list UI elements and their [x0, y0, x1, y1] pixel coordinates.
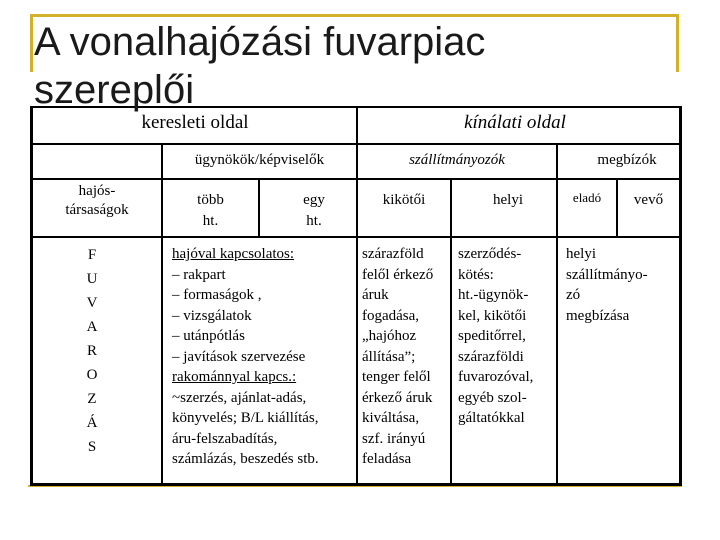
- single-label-1: egy: [303, 192, 325, 208]
- local-task-line: kel, kikötői: [458, 307, 527, 324]
- principal-task-line: helyi: [566, 246, 596, 262]
- agents-label: ügynökök/képviselők: [194, 152, 325, 168]
- port-task-line: kiváltása,: [362, 410, 420, 426]
- freight-letter: Á: [86, 415, 98, 431]
- local-label: helyi: [493, 192, 523, 208]
- freight-letter: O: [86, 367, 98, 383]
- port-task-line: állítása”;: [362, 348, 416, 365]
- port-task-line: feladása: [362, 451, 412, 467]
- principals-label: megbízók: [597, 152, 657, 168]
- agent-task-line: hajóval kapcsolatos:: [172, 246, 295, 262]
- freight-letter: U: [86, 271, 98, 287]
- several-label-1: több: [197, 192, 224, 208]
- port-task-line: áruk: [362, 287, 389, 303]
- freight-letter: Z: [87, 391, 97, 407]
- principal-task-line: megbízása: [566, 307, 630, 324]
- port-task-line: érkező áruk: [362, 389, 433, 406]
- local-task-line: szárazföldi: [458, 348, 524, 365]
- accent-line-right: [676, 14, 679, 72]
- principal-task-line: zó: [566, 287, 581, 303]
- supply-side-label: kínálati oldal: [464, 112, 566, 133]
- port-task-line: felől érkező: [362, 266, 434, 283]
- agent-task-line: könyvelés; B/L kiállítás,: [172, 410, 319, 426]
- agent-task-line: – vizsgálatok: [172, 307, 252, 324]
- agent-task-line: rakománnyal kapcs.:: [172, 369, 297, 385]
- carriers-label: szállítmányozók: [409, 152, 505, 168]
- local-task-line: fuvarozóval,: [458, 369, 534, 385]
- agent-task-line: számlázás, beszedés stb.: [172, 451, 319, 467]
- accent-line-top: [30, 14, 678, 17]
- freight-letter: S: [87, 439, 97, 455]
- slide-title-line-1: A vonalhajózási fuvarpiac: [34, 20, 486, 64]
- single-label-2: ht.: [306, 213, 322, 229]
- local-task-line: ht.-ügynök-: [458, 287, 529, 303]
- freight-letter: R: [86, 343, 97, 359]
- freight-letter: F: [87, 247, 97, 263]
- agent-task-line: – formaságok ,: [172, 287, 262, 303]
- local-task-line: kötés:: [458, 266, 494, 283]
- port-task-line: tenger felől: [362, 369, 431, 385]
- accent-line-vertical: [30, 14, 33, 72]
- seller-label: eladó: [572, 190, 602, 205]
- local-task-line: egyéb szol-: [458, 389, 527, 406]
- agent-task-line: – utánpótlás: [172, 328, 245, 344]
- agent-task-line: áru-felszabadítás,: [172, 430, 278, 447]
- agent-task-line: – javítások szervezése: [172, 348, 306, 365]
- demand-side-label: keresleti oldal: [141, 112, 249, 133]
- agent-task-line: ~szerzés, ajánlat-adás,: [172, 389, 307, 406]
- local-task-line: speditőrrel,: [458, 328, 526, 344]
- port-task-line: szárazföld: [362, 246, 424, 262]
- principal-task-line: szállítmányo-: [566, 266, 648, 283]
- port-label: kikötői: [382, 192, 426, 208]
- slide-title-line-2: szereplői: [34, 68, 195, 112]
- freight-letter: A: [86, 319, 98, 335]
- freight-letter: V: [86, 295, 98, 311]
- local-task-line: gáltatókkal: [458, 410, 525, 426]
- port-task-line: szf. irányú: [362, 430, 426, 447]
- buyer-label: vevő: [633, 192, 664, 208]
- port-task-line: fogadása,: [362, 307, 420, 324]
- local-task-line: szerződés-: [458, 246, 522, 262]
- empty-corner-cell: [32, 144, 162, 179]
- port-task-line: „hajóhoz: [362, 328, 417, 344]
- several-label-2: ht.: [202, 213, 219, 229]
- agent-task-line: – rakpart: [172, 266, 226, 283]
- shipping-companies-line-2: társaságok: [65, 202, 129, 218]
- shipping-companies-line-1: hajós-: [78, 183, 116, 199]
